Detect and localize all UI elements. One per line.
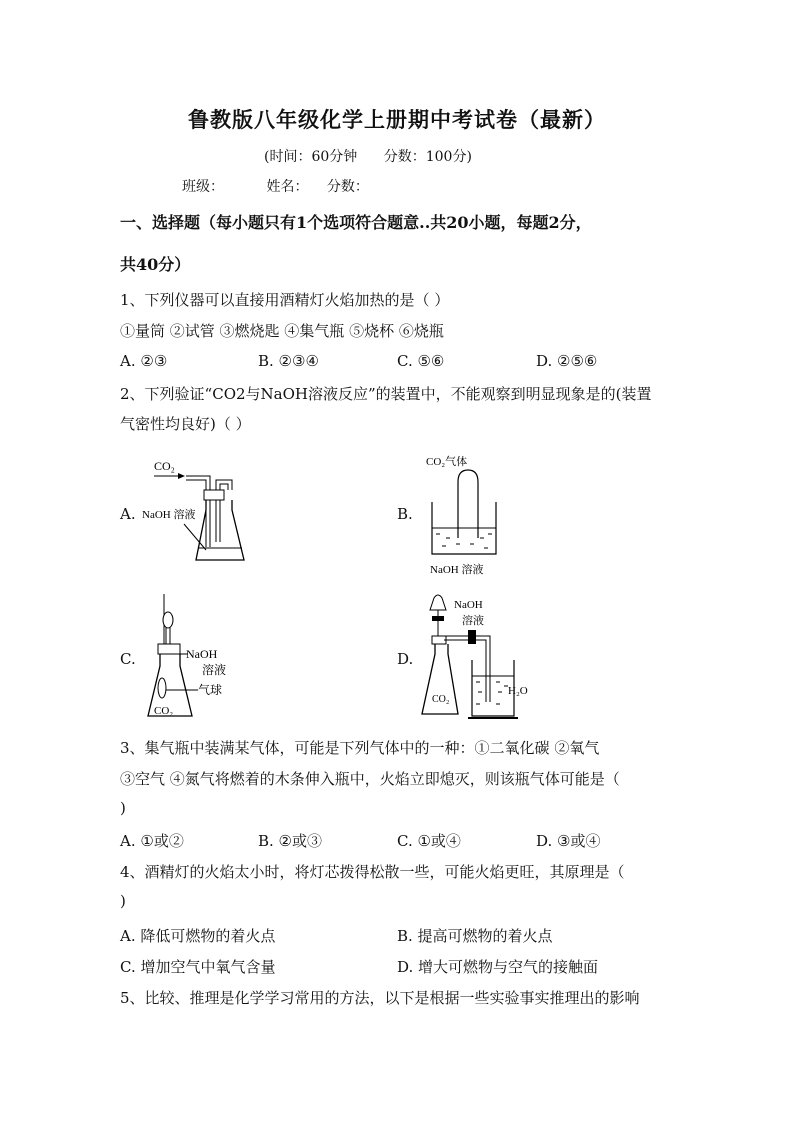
q2-label-b: B.: [397, 505, 413, 523]
q1-option-c: C. ⑤⑥: [397, 352, 445, 370]
fig-d-clamp: [468, 630, 476, 644]
fig-d-stopcock: [432, 616, 444, 621]
q2-stem-line2: 气密性均良好)（ ）: [120, 415, 251, 433]
fig-b-liquid-hatch: [436, 534, 492, 548]
q3-option-b: B. ②或③: [258, 832, 323, 850]
fig-b-gas-label: CO₂气体: [426, 456, 468, 468]
figure-d-apparatus: [418, 590, 528, 722]
fig-c-balloon-label: 气球: [198, 683, 223, 697]
q3-option-c: C. ①或④: [397, 832, 461, 850]
fig-a-arrowhead: [178, 473, 185, 479]
q3-stem-line3: ): [120, 799, 126, 817]
name-label: 姓名：: [266, 179, 309, 195]
fig-d-naoh-label: NaOH: [454, 599, 483, 611]
q3-stem-line1: 3、集气瓶中装满某气体，可能是下列气体中的一种：①二氧化碳 ②氧气: [120, 739, 600, 757]
q3-stem-line2: ③空气 ④氮气将燃着的木条伸入瓶中，火焰立即熄灭，则该瓶气体可能是（: [120, 770, 620, 788]
fig-c-co2-label: CO₂: [154, 705, 174, 717]
q1-option-d: D. ②⑤⑥: [536, 352, 598, 370]
fig-c-balloon: [158, 678, 166, 698]
q1-items: ①量筒 ②试管 ③燃烧匙 ④集气瓶 ⑤烧杯 ⑥烧瓶: [120, 322, 444, 340]
q2-label-c: C.: [120, 650, 136, 668]
fig-a-solution-label: NaOH 溶液: [142, 509, 196, 521]
exam-time: (时间：60分钟: [264, 149, 358, 165]
fig-d-stopper: [432, 636, 446, 644]
fig-c-solution-label: 溶液: [202, 663, 227, 677]
q2-label-d: D.: [397, 650, 414, 668]
exam-meta: [264, 146, 494, 166]
score-label: 分数：: [326, 179, 369, 195]
figure-b-beaker: [418, 450, 508, 580]
section-heading-line2: 共40分）: [120, 255, 191, 274]
fig-d-solution-label: 溶液: [462, 615, 484, 627]
fig-a-co2-label: CO₂: [154, 459, 175, 473]
q3-option-d: D. ③或④: [536, 832, 601, 850]
fig-c-bulb: [163, 612, 173, 628]
fig-d-co2-label: CO₂: [432, 694, 450, 705]
q4-stem-line2: ): [120, 892, 126, 910]
q1-option-b: B. ②③④: [258, 352, 319, 370]
fig-a-stopper: [204, 490, 224, 500]
fig-d-funnel: [430, 595, 446, 610]
section-heading-line1: 一、选择题（每小题只有1个选项符合题意..共20小题，每题2分，: [120, 213, 592, 232]
figure-c-flask: [140, 592, 250, 720]
figure-a-flask: [140, 452, 260, 570]
page-title: 鲁教版八年级化学上册期中考试卷（最新）: [188, 107, 606, 132]
q1-option-a: A. ②③: [120, 352, 168, 370]
q1-stem: 1、下列仪器可以直接用酒精灯火焰加热的是（ ）: [120, 291, 450, 309]
fig-b-solution-label: NaOH 溶液: [430, 564, 484, 576]
q4-option-d: D. 增大可燃物与空气的接触面: [397, 958, 599, 976]
q4-option-b: B. 提高可燃物的着火点: [397, 927, 553, 945]
q3-option-a: A. ①或②: [120, 832, 184, 850]
q4-option-a: A. 降低可燃物的着火点: [120, 927, 276, 945]
q2-label-a: A.: [120, 505, 136, 523]
q2-stem-line1: 2、下列验证“CO2与NaOH溶液反应”的装置中，不能观察到明显现象是的(装置: [120, 385, 652, 403]
fig-a-outlet-tube: [216, 480, 232, 542]
fig-d-water-hatch: [476, 682, 508, 704]
exam-score: 分数：100分): [383, 149, 472, 165]
q5-stem-line1: 5、比较、推理是化学学习常用的方法，以下是根据一些实验事实推理出的影响: [120, 989, 640, 1007]
class-label: 班级：: [182, 179, 224, 195]
fig-c-stopper: [158, 644, 180, 654]
fig-c-naoh-label: NaOH: [186, 647, 218, 661]
q4-option-c: C. 增加空气中氧气含量: [120, 958, 276, 976]
student-info: [182, 176, 369, 196]
fig-d-water-label: H₂O: [508, 685, 528, 697]
q4-stem-line1: 4、酒精灯的火焰太小时，将灯芯拨得松散一些，可能火焰更旺，其原理是（: [120, 863, 625, 881]
